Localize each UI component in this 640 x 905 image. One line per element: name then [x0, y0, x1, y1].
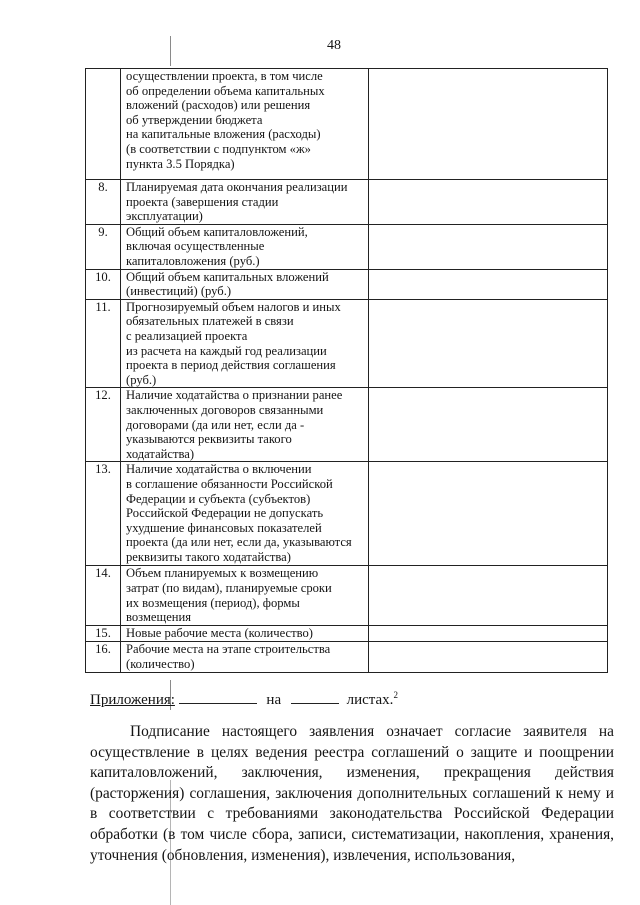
attachments-label: Приложения: [90, 692, 175, 708]
attachments-sheets-text: листах. [346, 692, 394, 708]
row-label: Наличие ходатайства о признании ранее заключенных договоров связанными договорами (да или нет, если да - указываются реквизиты такого ходатайства) [121, 388, 369, 462]
row-value-field[interactable] [369, 388, 608, 462]
row-label: Наличие ходатайства о включении в соглашение обязанности Российской Федерации и субъекта (субъектов) Российской Федерации не допускать ухудшение финансовых показателей проекта (да или нет, если да, указываются реквизиты такого ходатайства) [121, 462, 369, 566]
table-row [86, 299, 608, 388]
row-number: 11. [86, 299, 121, 388]
row-label: Общий объем капиталовложений, включая осуществленные капиталовложения (руб.) [121, 224, 369, 269]
table-row [86, 626, 608, 642]
table-row [86, 462, 608, 566]
table-row [86, 388, 608, 462]
attachments-count-blank[interactable] [179, 691, 257, 704]
row-value-field[interactable] [369, 224, 608, 269]
attachments-sheets-blank[interactable] [291, 691, 339, 704]
table-row [86, 269, 608, 299]
table-row [86, 69, 608, 180]
consent-paragraph: Подписание настоящего заявления означает согласие заявителя на осуществление в целях ведения реестра соглашений о защите и поощрении капиталовложений, заключения, изменения, прекращения действия (расторжения) соглашения, заключения дополнительных соглашений к нему и в соответствии с требованиями законодательства Российской Федерации обработки (в том числе сбора, записи, систематизации, накопления, хранения, уточнения (обновления, изменения), извлечения, использования, [90, 723, 614, 864]
row-number: 14. [86, 566, 121, 626]
row-label: Планируемая дата окончания реализации проекта (завершения стадии эксплуатации) [121, 180, 369, 225]
table-row [86, 641, 608, 672]
row-number: 16. [86, 641, 121, 672]
row-number: 8. [86, 180, 121, 225]
attachments-line [90, 690, 398, 709]
table-row [86, 566, 608, 626]
footnote-marker: 2 [393, 690, 398, 700]
row-number: 15. [86, 626, 121, 642]
row-value-field[interactable] [369, 269, 608, 299]
table-row [86, 224, 608, 269]
row-label: Общий объем капитальных вложений (инвестиций) (руб.) [121, 269, 369, 299]
attachments-on-text: на [266, 692, 282, 708]
row-number: 9. [86, 224, 121, 269]
application-form-table [85, 68, 608, 673]
row-label: Новые рабочие места (количество) [121, 626, 369, 642]
table-row [86, 180, 608, 225]
row-label: осуществлении проекта, в том числе об определении объема капитальных вложений (расходов) или решения об утверждении бюджета на капитальные вложения (расходы) (в соответствии с подпунктом «ж» пункта 3.5 Порядка) [121, 69, 369, 180]
row-number: 10. [86, 269, 121, 299]
row-number: 12. [86, 388, 121, 462]
row-label: Прогнозируемый объем налогов и иных обязательных платежей в связи с реализацией проекта из расчета на каждый год реализации проекта в период действия соглашения (руб.) [121, 299, 369, 388]
row-value-field[interactable] [369, 299, 608, 388]
row-value-field[interactable] [369, 69, 608, 180]
row-value-field[interactable] [369, 180, 608, 225]
page-number: 48 [327, 38, 341, 53]
row-value-field[interactable] [369, 462, 608, 566]
row-value-field[interactable] [369, 626, 608, 642]
row-label: Рабочие места на этапе строительства (количество) [121, 641, 369, 672]
row-label: Объем планируемых к возмещению затрат (по видам), планируемые сроки их возмещения (период), формы возмещения [121, 566, 369, 626]
row-value-field[interactable] [369, 641, 608, 672]
row-number: 13. [86, 462, 121, 566]
row-number [86, 69, 121, 180]
row-value-field[interactable] [369, 566, 608, 626]
